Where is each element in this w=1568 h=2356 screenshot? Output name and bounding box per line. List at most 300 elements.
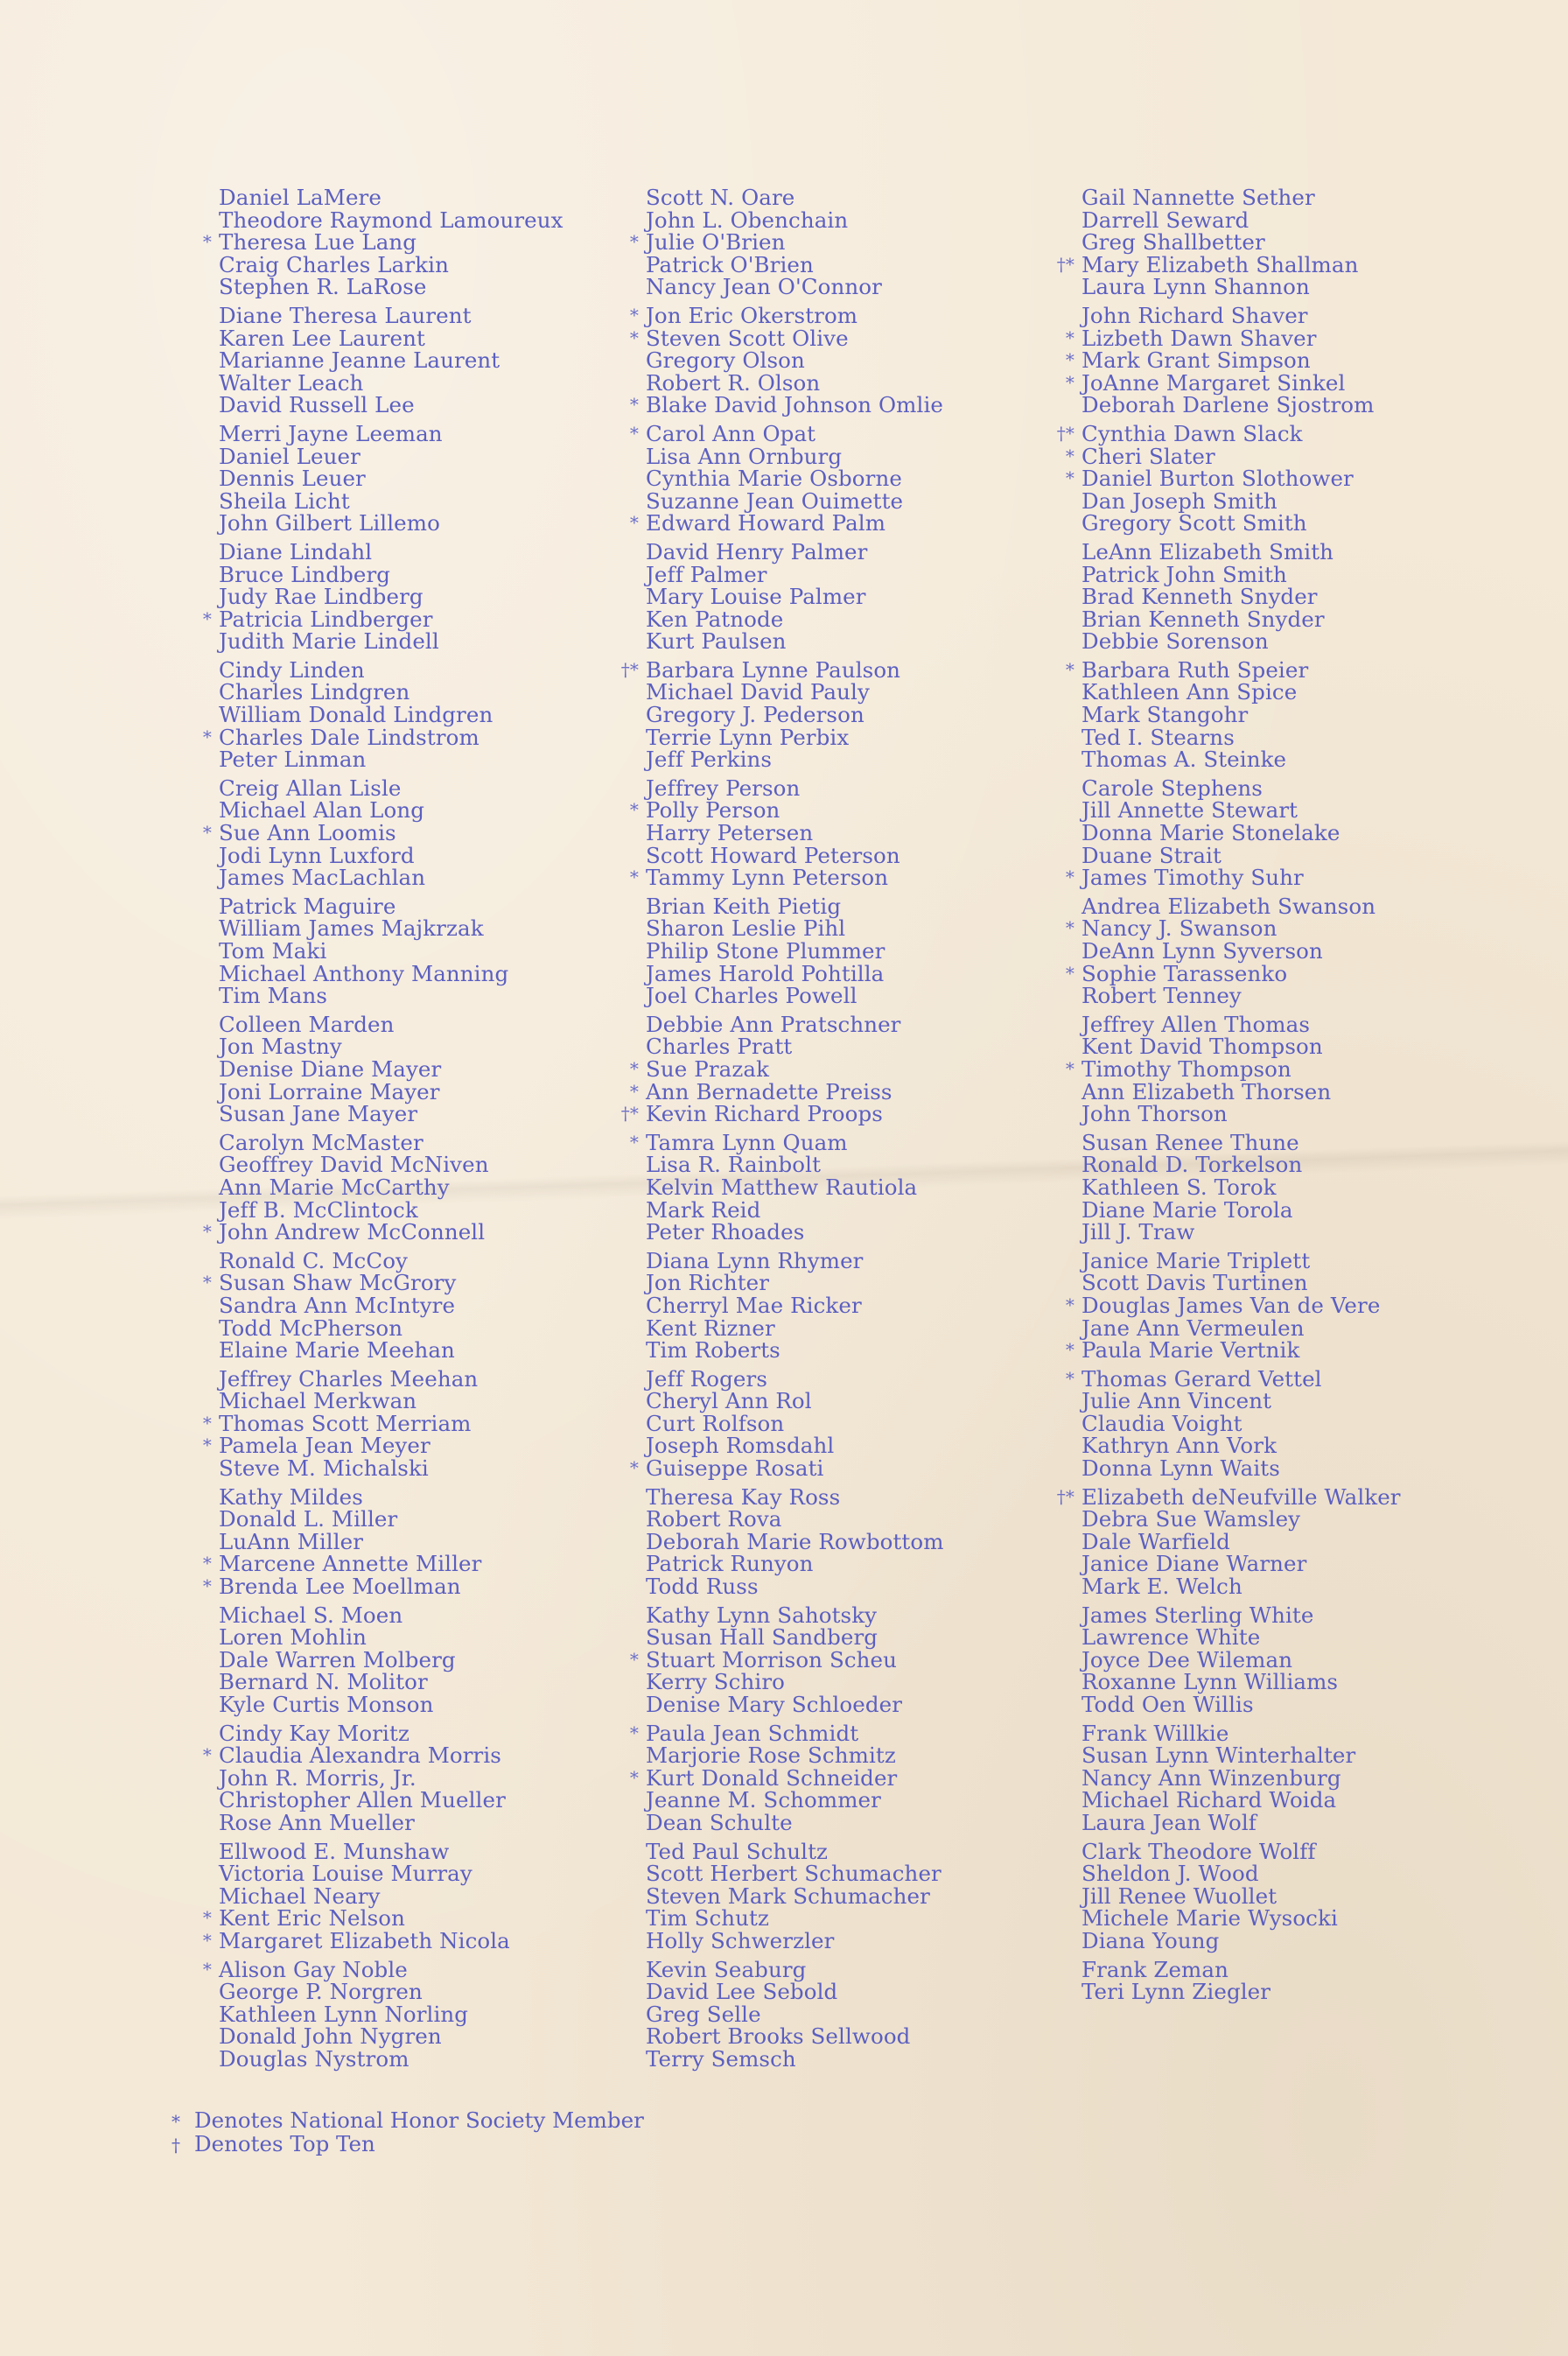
legend-symbol: † — [172, 2135, 180, 2156]
name-group — [1065, 1247, 1519, 1364]
legend — [172, 2109, 644, 2156]
graduate-name — [219, 2025, 656, 2048]
graduate-name — [646, 842, 1083, 868]
graduate-name — [219, 1604, 656, 1627]
name-text: Kent Eric Nelson — [219, 1905, 405, 1932]
name-text: Jeffrey Charles Meehan — [219, 1365, 479, 1392]
graduate-name — [219, 842, 656, 868]
name-text: Craig Charles Larkin — [219, 251, 449, 277]
name-column-3 — [1056, 185, 1519, 2009]
name-text: Teri Lynn Ziegler — [1082, 1979, 1271, 2005]
honor-marker: * — [629, 231, 639, 253]
name-text: Michael S. Moen — [219, 1602, 403, 1628]
graduate-name — [629, 325, 1083, 351]
graduate-name — [219, 1789, 656, 1812]
name-text: John Andrew McConnell — [219, 1219, 486, 1245]
honor-marker: * — [1065, 1339, 1074, 1361]
graduate-name — [646, 1862, 1083, 1885]
name-text: Susan Lynn Winterhalter — [1082, 1742, 1356, 1769]
name-group — [1065, 656, 1519, 773]
honor-marker: * — [202, 1958, 212, 1980]
graduate-name — [629, 1646, 1083, 1672]
honor-marker: * — [629, 1080, 639, 1102]
graduate-name — [202, 820, 656, 846]
graduate-name — [1056, 420, 1519, 446]
name-text: Ann Bernadette Preiss — [646, 1078, 892, 1104]
name-text: Pamela Jean Meyer — [219, 1433, 430, 1459]
name-text: Mary Louise Palmer — [646, 584, 866, 610]
name-text: Todd Russ — [646, 1574, 759, 1600]
graduate-name — [646, 748, 1083, 771]
name-text: Kathleen Ann Spice — [1082, 679, 1298, 705]
name-text: Douglas James Van de Vere — [1082, 1292, 1381, 1318]
graduate-name — [219, 209, 656, 232]
graduate-name — [1082, 538, 1519, 564]
graduate-name — [646, 251, 1083, 277]
graduate-name — [646, 1744, 1083, 1767]
name-text: Sheila Licht — [219, 487, 350, 514]
graduate-name — [629, 865, 1083, 891]
graduate-name — [219, 1483, 656, 1510]
graduate-name — [1082, 1671, 1519, 1693]
name-text: Ann Marie McCarthy — [219, 1174, 450, 1200]
name-text: Susan Renee Thune — [1082, 1129, 1299, 1155]
graduate-name — [1065, 915, 1519, 942]
name-text: Joni Lorraine Mayer — [219, 1078, 440, 1104]
name-text: Michael Anthony Manning — [219, 960, 509, 986]
name-text: Andrea Elizabeth Swanson — [1082, 893, 1376, 919]
name-text: Scott Herbert Schumacher — [646, 1861, 942, 1887]
graduate-name — [1082, 726, 1519, 749]
name-text: Theresa Lue Lang — [219, 229, 417, 256]
name-text: Tamra Lynn Quam — [646, 1129, 848, 1155]
graduate-name — [629, 420, 1083, 446]
name-text: Cherryl Mae Ricker — [646, 1292, 862, 1318]
graduate-name — [202, 606, 656, 632]
graduate-name — [646, 1575, 1083, 1598]
honor-marker: * — [1065, 326, 1074, 348]
name-group — [646, 1247, 1083, 1364]
name-text: Kyle Curtis Monson — [219, 1692, 434, 1717]
name-text: Jeanne M. Schommer — [646, 1787, 881, 1813]
graduate-name — [219, 866, 656, 889]
name-text: Debra Sue Wamsley — [1082, 1506, 1301, 1532]
name-text: Theresa Kay Ross — [646, 1483, 841, 1510]
name-text: Duane Strait — [1082, 842, 1222, 868]
name-text: Kurt Donald Schneider — [646, 1764, 898, 1791]
graduate-name — [1082, 1956, 1519, 1982]
graduate-name — [1065, 466, 1519, 492]
graduate-name — [219, 512, 656, 535]
name-group — [620, 1011, 1083, 1127]
name-text: Diana Lynn Rhymer — [646, 1247, 864, 1273]
honor-marker: * — [1065, 371, 1074, 393]
graduate-name — [1082, 1626, 1519, 1649]
graduate-name — [219, 1013, 656, 1036]
honor-marker: * — [629, 512, 639, 534]
name-text: Brian Kenneth Snyder — [1082, 606, 1325, 632]
honor-marker: * — [202, 1434, 212, 1456]
name-text: Steven Scott Olive — [646, 325, 849, 351]
graduate-name — [1082, 895, 1519, 918]
graduate-name — [646, 585, 1083, 608]
honor-marker: * — [629, 326, 639, 348]
name-text: Brenda Lee Moellman — [219, 1574, 461, 1600]
graduate-name — [1056, 251, 1519, 277]
graduate-name — [219, 1862, 656, 1885]
name-group — [202, 1956, 656, 2072]
honor-marker: * — [629, 1648, 639, 1670]
name-text: Tim Mans — [219, 983, 328, 1009]
name-text: Steven Mark Schumacher — [646, 1883, 930, 1909]
name-text: Michael Merkwan — [219, 1388, 417, 1414]
graduate-name — [646, 1247, 1083, 1273]
graduate-name — [219, 1457, 656, 1480]
graduate-name — [219, 1981, 656, 2003]
graduate-name — [219, 394, 656, 417]
graduate-name — [1082, 1035, 1519, 1058]
name-text: Ted I. Stearns — [1082, 724, 1235, 750]
graduate-name — [646, 1789, 1083, 1812]
graduate-name — [1082, 1862, 1519, 1885]
graduate-name — [1082, 1764, 1519, 1791]
name-text: Kathy Lynn Sahotsky — [646, 1602, 878, 1628]
legend-row-nhs — [172, 2109, 644, 2133]
honor-marker: * — [202, 1744, 212, 1766]
graduate-name — [219, 630, 656, 653]
name-text: Stuart Morrison Scheu — [646, 1646, 898, 1672]
graduate-name — [646, 1221, 1083, 1244]
honor-marker: * — [629, 1766, 639, 1788]
legend-symbol: * — [172, 2111, 180, 2132]
graduate-name — [219, 1055, 656, 1082]
name-text: Bruce Lindberg — [219, 561, 391, 587]
graduate-name — [1082, 630, 1519, 653]
name-text: Dale Warfield — [1082, 1528, 1230, 1554]
name-text: Jill Annette Stewart — [1082, 797, 1298, 824]
honor-marker: * — [202, 1575, 212, 1597]
name-text: Frank Willkie — [1082, 1720, 1229, 1746]
name-text: John Thorson — [1082, 1101, 1228, 1127]
name-text: John Richard Shaver — [1082, 302, 1308, 328]
honor-marker: * — [202, 231, 212, 253]
name-text: Polly Person — [646, 797, 780, 824]
honor-marker: * — [629, 1721, 639, 1743]
graduate-name — [646, 1272, 1083, 1294]
name-text: Blake David Johnson Omlie — [646, 392, 943, 418]
name-text: Charles Lindgren — [219, 679, 410, 705]
name-text: Robert Brooks Sellwood — [646, 2023, 911, 2050]
graduate-name — [219, 1035, 656, 1058]
graduate-name — [202, 1574, 656, 1600]
name-text: Margaret Elizabeth Nicola — [219, 1927, 510, 1953]
name-text: Christopher Allen Mueller — [219, 1787, 506, 1813]
graduate-name — [629, 392, 1083, 418]
graduate-name — [646, 1483, 1083, 1510]
graduate-name — [1082, 1838, 1519, 1864]
name-group — [1065, 302, 1519, 418]
name-text: Suzanne Jean Ouimette — [646, 487, 904, 514]
name-text: LuAnn Miller — [219, 1528, 364, 1554]
name-text: Diane Theresa Laurent — [219, 302, 472, 328]
name-text: Creig Allan Lisle — [219, 775, 402, 801]
graduate-name — [1082, 1528, 1519, 1554]
name-text: Michael Alan Long — [219, 797, 425, 824]
name-text: Joseph Romsdahl — [646, 1433, 835, 1459]
name-text: Ted Paul Schultz — [646, 1838, 829, 1864]
name-text: Charles Pratt — [646, 1034, 793, 1060]
name-text: Jane Ann Vermeulen — [1082, 1315, 1305, 1341]
name-text: Dale Warren Molberg — [219, 1646, 456, 1672]
graduate-name — [202, 1433, 656, 1459]
name-text: Judith Marie Lindell — [219, 628, 439, 655]
name-group — [202, 775, 656, 891]
graduate-name — [646, 2045, 1083, 2072]
graduate-name — [646, 1553, 1083, 1575]
graduate-name — [629, 1078, 1083, 1104]
name-text: Gregory Scott Smith — [1082, 510, 1307, 536]
graduate-name — [646, 1317, 1083, 1340]
legend-row-top-ten — [172, 2133, 644, 2156]
graduate-name — [1082, 585, 1519, 608]
name-text: Cindy Linden — [219, 656, 365, 683]
graduate-name — [1082, 1575, 1519, 1598]
name-text: Elaine Marie Meehan — [219, 1337, 455, 1364]
graduate-name — [1082, 512, 1519, 535]
graduate-name — [1082, 1221, 1519, 1244]
graduate-name — [1082, 1604, 1519, 1627]
name-text: David Russell Lee — [219, 392, 415, 418]
graduate-name — [202, 229, 656, 256]
graduate-name — [219, 420, 656, 446]
graduate-name — [1082, 1196, 1519, 1223]
name-text: Julie Ann Vincent — [1082, 1388, 1272, 1414]
graduate-name — [1082, 985, 1519, 1007]
graduate-name — [202, 1742, 656, 1769]
graduate-name — [1065, 1337, 1519, 1364]
graduate-name — [219, 1722, 656, 1745]
graduate-name — [219, 1528, 656, 1554]
name-text: Brad Kenneth Snyder — [1082, 584, 1318, 610]
name-text: Scott Davis Turtinen — [1082, 1270, 1308, 1296]
graduate-name — [1082, 842, 1519, 868]
graduate-name — [646, 561, 1083, 587]
graduate-name — [646, 467, 1083, 490]
graduate-name — [1082, 1981, 1519, 2003]
honor-marker: * — [1065, 917, 1074, 939]
graduate-name — [646, 1885, 1083, 1908]
graduate-name — [629, 1764, 1083, 1791]
name-text: Jon Eric Okerstrom — [646, 302, 858, 328]
name-group — [1065, 775, 1519, 891]
name-group — [1082, 1838, 1519, 1953]
name-text: Stephen R. LaRose — [219, 274, 427, 300]
graduate-name — [219, 1764, 656, 1791]
graduate-name — [629, 1055, 1083, 1082]
name-text: Ann Elizabeth Thorsen — [1082, 1078, 1332, 1104]
name-group — [646, 538, 1083, 655]
name-text: Jill J. Traw — [1082, 1219, 1195, 1245]
graduate-name — [646, 1956, 1083, 1982]
name-text: Denise Mary Schloeder — [646, 1692, 903, 1717]
graduate-name — [1082, 748, 1519, 771]
name-text: Susan Shaw McGrory — [219, 1270, 457, 1296]
graduate-name — [646, 1176, 1083, 1199]
name-text: Claudia Voight — [1082, 1410, 1242, 1436]
name-text: Mark Reid — [646, 1196, 761, 1223]
graduate-name — [1082, 394, 1519, 417]
name-text: Diana Young — [1082, 1927, 1220, 1953]
name-group — [1082, 538, 1519, 655]
graduate-name — [1082, 1646, 1519, 1672]
honor-marker: †* — [1056, 1485, 1074, 1507]
name-text: Karen Lee Laurent — [219, 325, 425, 351]
graduate-name — [219, 895, 656, 918]
graduate-name — [629, 1455, 1083, 1482]
graduate-name — [1065, 443, 1519, 469]
name-text: Dean Schulte — [646, 1809, 793, 1835]
name-text: Diane Lindahl — [219, 538, 373, 564]
name-text: Paula Jean Schmidt — [646, 1720, 859, 1746]
name-text: Scott Howard Peterson — [646, 842, 900, 868]
name-text: Laura Jean Wolf — [1082, 1809, 1256, 1835]
name-text: Victoria Louise Murray — [219, 1861, 472, 1887]
name-group — [202, 538, 656, 655]
graduate-name — [1065, 960, 1519, 986]
name-text: Susan Hall Sandberg — [646, 1624, 878, 1651]
graduate-name — [219, 1885, 656, 1908]
name-group — [219, 302, 656, 418]
graduate-name — [1082, 1129, 1519, 1155]
name-text: Charles Dale Lindstrom — [219, 724, 480, 750]
name-text: Lizbeth Dawn Shaver — [1082, 325, 1317, 351]
graduate-name — [1082, 822, 1519, 845]
graduate-name — [1082, 1809, 1519, 1835]
graduate-name — [646, 1528, 1083, 1554]
honor-marker: * — [1065, 467, 1074, 489]
name-text: Ronald D. Torkelson — [1082, 1152, 1303, 1178]
name-text: Joyce Dee Wileman — [1082, 1646, 1293, 1672]
honor-marker: * — [202, 1553, 212, 1574]
honor-marker: * — [202, 1412, 212, 1434]
name-group — [629, 1602, 1083, 1717]
name-text: Deborah Marie Rowbottom — [646, 1528, 944, 1554]
graduate-name — [646, 209, 1083, 232]
name-text: Tom Maki — [219, 938, 327, 964]
graduate-name — [1082, 799, 1519, 822]
graduate-name — [1082, 209, 1519, 232]
graduate-name — [646, 1339, 1083, 1362]
name-text: Joel Charles Powell — [646, 983, 858, 1009]
graduate-name — [646, 1693, 1083, 1716]
graduate-name — [219, 302, 656, 328]
name-text: Daniel LaMere — [219, 185, 382, 210]
name-text: Donald L. Miller — [219, 1506, 398, 1532]
graduate-name — [646, 1671, 1083, 1693]
graduate-name — [219, 349, 656, 372]
name-text: Marcene Annette Miller — [219, 1551, 482, 1577]
name-text: Geoffrey David McNiven — [219, 1152, 489, 1178]
name-text: Jeff Perkins — [646, 747, 773, 773]
graduate-name — [646, 726, 1083, 749]
graduate-name — [1082, 231, 1519, 254]
name-text: Susan Jane Mayer — [219, 1101, 418, 1127]
graduate-name — [1082, 1744, 1519, 1767]
name-text: Daniel Burton Slothower — [1082, 466, 1354, 492]
graduate-name — [219, 538, 656, 564]
name-text: Paula Marie Vertnik — [1082, 1337, 1300, 1364]
name-text: Merri Jayne Leeman — [219, 420, 443, 446]
legend-text: Denotes National Honor Society Member — [194, 2107, 644, 2133]
graduate-name — [646, 1153, 1083, 1176]
name-text: Jill Renee Wuollet — [1082, 1883, 1278, 1909]
honor-marker: * — [629, 394, 639, 416]
graduate-name — [646, 2003, 1083, 2026]
name-group — [1065, 893, 1519, 1009]
honor-marker: * — [202, 1929, 212, 1951]
graduate-name — [1065, 1292, 1519, 1318]
honor-marker: †* — [620, 658, 639, 680]
graduate-name — [219, 917, 656, 940]
graduate-name — [219, 1294, 656, 1317]
name-group — [1056, 185, 1519, 300]
graduate-name — [646, 1809, 1083, 1835]
name-group — [1056, 420, 1519, 536]
name-group — [219, 895, 656, 1007]
graduate-name — [646, 985, 1083, 1007]
graduate-name — [629, 229, 1083, 256]
name-text: Gail Nannette Sether — [1082, 185, 1315, 210]
name-text: Sue Ann Loomis — [219, 820, 396, 846]
graduate-name — [1082, 1317, 1519, 1340]
honor-marker: * — [629, 799, 639, 821]
graduate-name — [629, 797, 1083, 824]
graduate-name — [1082, 1457, 1519, 1480]
graduate-name — [1082, 1553, 1519, 1575]
name-text: Cynthia Marie Osborne — [646, 466, 902, 492]
name-text: Darrell Seward — [1082, 207, 1250, 233]
name-text: Gregory Olson — [646, 347, 805, 374]
name-text: Steve M. Michalski — [219, 1455, 429, 1482]
name-group — [1082, 1604, 1519, 1716]
graduate-name — [1082, 1789, 1519, 1812]
graduate-name — [202, 1219, 656, 1245]
name-text: Clark Theodore Wolff — [1082, 1838, 1316, 1864]
name-text: Scott N. Oare — [646, 185, 795, 210]
graduate-name — [219, 1646, 656, 1672]
honor-marker: * — [1065, 658, 1074, 680]
name-text: Donna Lynn Waits — [1082, 1455, 1280, 1482]
honor-marker: * — [629, 304, 639, 326]
honor-marker: * — [629, 422, 639, 444]
name-text: George P. Norgren — [219, 1979, 423, 2005]
graduate-name — [646, 608, 1083, 631]
name-text: Nancy Jean O'Connor — [646, 274, 882, 300]
name-text: Kerry Schiro — [646, 1669, 785, 1695]
graduate-name — [629, 1720, 1083, 1746]
graduate-name — [629, 510, 1083, 536]
graduate-name — [1082, 276, 1519, 298]
graduate-name — [219, 1693, 656, 1716]
name-text: Carole Stephens — [1082, 775, 1263, 801]
name-text: Janice Marie Triplett — [1082, 1247, 1311, 1273]
graduate-name — [219, 1176, 656, 1199]
graduate-name — [646, 630, 1083, 653]
graduate-name — [1082, 1410, 1519, 1436]
name-group — [629, 775, 1083, 891]
graduate-name — [1082, 1722, 1519, 1745]
name-text: Lawrence White — [1082, 1624, 1261, 1651]
